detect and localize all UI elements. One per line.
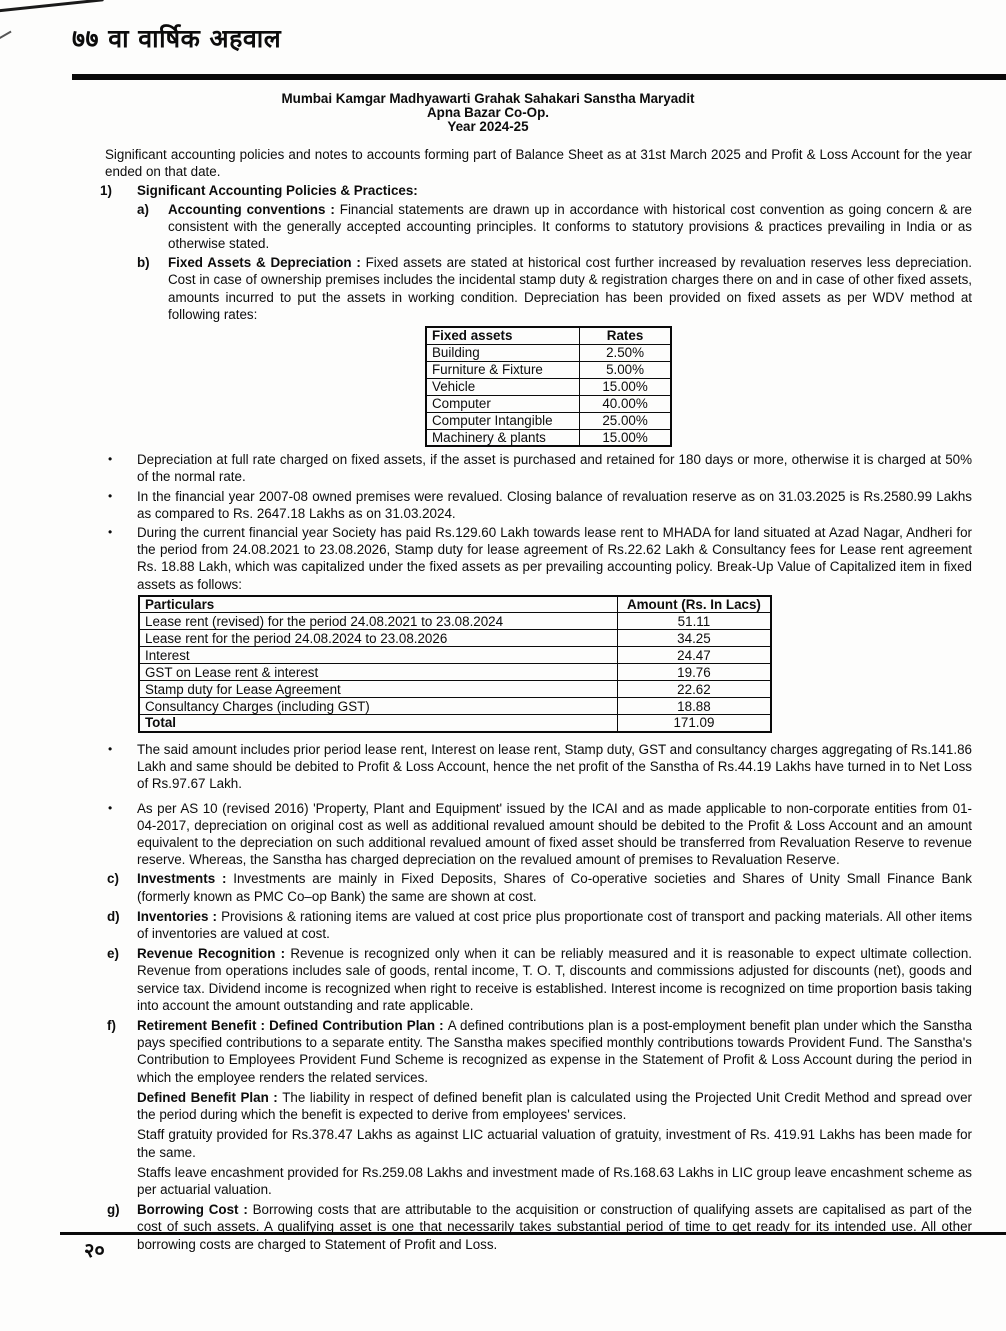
section-heading-text: Significant Accounting Policies & Practices: [137,183,418,199]
total-label: Total [139,715,617,732]
column-header: Rates [580,327,671,344]
amount: 18.88 [617,698,771,715]
amount: 19.76 [617,664,771,681]
bullet-marker: • [108,742,113,757]
depreciation-rates-table [425,326,672,447]
note-bullet [108,741,972,793]
item-label: b) [137,255,150,271]
table-row [426,378,671,395]
item-title: Retirement Benefit : Defined Contribution Plan : [137,1018,448,1034]
note-bullet [108,524,972,593]
note-bullet [108,488,972,522]
particular: Stamp duty for Lease Agreement [139,681,617,698]
table-header-row [426,327,671,344]
item-text: Borrowing costs that are attributable to the acquisition or construction of qualifying assets are capitalised as part of the cost of such assets. A qualifying asset is one that necessarily takes substantial period of time to get ready for its intended use. All other borrowing costs are charged to Statement of Profit and Loss. [137,1202,972,1252]
table-header-row [139,596,771,613]
table-row [139,698,771,715]
note-bullet [108,451,972,485]
item-title: Investments : [137,871,234,887]
particular: Lease rent (revised) for the period 24.08.2021 to 23.08.2024 [139,613,617,630]
table-row [426,412,671,429]
bullet-marker: • [108,800,113,815]
item-label: f) [107,1018,116,1034]
scan-artifact [0,31,12,40]
asset-rate: 40.00% [580,395,671,412]
note-text: The said amount includes prior period lease rent, Interest on lease rent, Stamp duty, GST and consultancy charges aggregating of Rs.141.86 Lakh and same should be debited to Profit & Loss Account, hence the net profit of the Sanstha of Rs.44.19 Lakhs have turned in to Net Loss of Rs.97.67 Lakh. [137,742,972,792]
notes-bullet-list-2 [100,741,972,868]
bullet-marker: • [108,452,113,467]
column-header: Fixed assets [426,327,580,344]
column-header: Particulars [139,596,617,613]
bullet-marker: • [108,525,113,540]
item-label: e) [107,946,119,962]
paragraph-text: The liability in respect of defined benefit plan is calculated using the Projected Unit Credit Method and spread over the period during which the benefit is expected to derive from employees' services. [137,1089,972,1123]
item-label: c) [107,871,119,887]
table-row [139,664,771,681]
item-label: g) [107,1202,120,1218]
particular: Interest [139,647,617,664]
asset-name: Furniture & Fixture [426,361,580,378]
policy-item-f [107,1017,972,1086]
item-text: Provisions & rationing items are valued at cost price plus proportionate cost of transport and packing materials. All other items of inventories are valued at cost. [137,908,973,942]
amount: 22.62 [617,681,771,698]
scan-artifact [0,0,104,13]
amount: 34.25 [617,630,771,647]
bullet-marker: • [108,488,113,503]
item-title: Accounting conventions : [168,201,340,217]
report-header-marathi: ७७ वा वार्षिक अहवाल [72,24,282,53]
policy-item-g [107,1201,972,1253]
item-title: Inventories : [137,908,222,924]
capitalized-breakup-table [138,595,772,733]
page-number: २० [84,1238,105,1262]
item-text: A defined contributions plan is a post-employment benefit plan under which the Sanstha pays specified contributions to a separate entity. The Sanstha makes specified monthly contributions towards Provident Fund. The Sanstha's Contribution to Employees Provident Fund Scheme is recognized as expense in the Statement of Profit & Loss Account during the period in which the employee renders the related services. [137,1018,972,1085]
item-title: Fixed Assets & Depreciation : [168,255,366,271]
document-title-block [0,92,976,134]
item-title: Revenue Recognition : [137,946,291,962]
note-text: As per AS 10 (revised 2016) 'Property, Plant and Equipment' issued by the ICAI and as made applicable to non-corporate entities from 01-04-2017, depreciation on original cost as well as additional revalued amount should be debited to the Profit & Loss Account and an amount equivalent to the depreciation on such additional revalued amount of fixed asset should be transferred from Revaluation Reserve to revenue reserve. Whereas, the Sanstha has charged depreciation on the revalued amount of premises to Revaluation Reserve. [137,800,972,868]
asset-name: Vehicle [426,378,580,395]
item-text: Investments are mainly in Fixed Deposits, Shares of Co-operative societies and Shares of Unity Small Finance Bank (formerly known as PMC Co–op Bank) the same are shown at cost. [137,871,972,904]
table-total-row [139,715,771,732]
table-row [139,630,771,647]
notes-bullet-list-1 [100,451,972,593]
table-row [426,429,671,446]
policy-item-e [107,945,972,1014]
table-row [139,647,771,664]
note-bullet [108,800,972,869]
table-row [426,395,671,412]
section-number: 1) [100,183,112,199]
table-row [139,613,771,630]
header-divider [72,74,1006,80]
note-text: Depreciation at full rate charged on fixed assets, if the asset is purchased and retained for 180 days or more, otherwise it is charged at 50% of the normal rate. [137,452,972,485]
item-label: a) [137,201,149,217]
asset-name: Computer [426,395,580,412]
particular: Consultancy Charges (including GST) [139,698,617,715]
amount: 51.11 [617,613,771,630]
item-text: Fixed assets are stated at historical cost further increased by revaluation reserves less depreciation. Cost in case of ownership premises includes the incidental stamp duty & registration charges there on and in case of other fixed assets, amounts incurred to put the assets in working condition. Depreciation has been provided on fixed assets as per WDV method at following rates: [168,255,972,322]
particular: GST on Lease rent & interest [139,664,617,681]
paragraph-title: Defined Benefit Plan : [137,1089,283,1105]
policy-item-b [137,254,972,323]
item-text: Revenue is recognized only when it can be reliably measured and it is reasonable to expect ultimate collection. Revenue from operations includes sale of goods, rental income, T. O. T, discounts and commissions adjusted for discounts (net), goods and service tax. Dividend income is recognized when right to receive is established. Interest income is recognized on time proportion basis taking into account the amount outstanding and rate applicable. [137,946,972,1013]
footer-divider [60,1232,1006,1235]
staff-gratuity-paragraph: Staff gratuity provided for Rs.378.47 Lakhs as against LIC actuarial valuation of gratuity, investment of Rs. 419.91 Lakhs has been made for the same. [137,1127,972,1160]
total-amount: 171.09 [617,715,771,732]
note-text: In the financial year 2007-08 owned premises were revalued. Closing balance of revaluation reserve as on 31.03.2025 is Rs.2580.99 Lakhs as compared to Rs. 2647.18 Lakhs as on 31.03.2024. [137,488,972,521]
policy-item-d [107,908,972,942]
asset-rate: 15.00% [580,429,671,446]
table-row [426,344,671,361]
asset-name: Building [426,344,580,361]
note-text: During the current financial year Society has paid Rs.129.60 Lakh towards lease rent to MHADA for land situated at Azad Nagar, Andheri for the period from 24.08.2021 to 23.08.2026, Stamp duty for lease agreement of Rs.22.62 Lakh & Consultancy fees for Lease rent agreement Rs. 18.88 Lakh, which was capitalized under the fixed assets as per prevailing accounting policy. Break-Up Value of Capitalized item in fixed assets as follows: [137,525,972,592]
org-subname: Apna Bazar Co-Op. [426,105,549,120]
item-text: Financial statements are drawn up in accordance with historical cost convention as going concern & are consistent with the generally accepted accounting principles. It conforms to statutory provisions & practices prevailing in India or as otherwise stated. [168,201,972,252]
item-label: d) [107,908,120,924]
asset-rate: 25.00% [580,412,671,429]
leave-encashment-paragraph: Staffs leave encashment provided for Rs.259.08 Lakhs and investment made of Rs.168.63 Lakhs in LIC group leave encashment scheme as per actuarial valuation. [137,1164,972,1197]
report-year: Year 2024-25 [447,119,529,134]
policy-item-c [107,870,972,904]
main-content [100,146,972,1256]
particular: Lease rent for the period 24.08.2024 to 23.08.2026 [139,630,617,647]
table-row [426,361,671,378]
item-title: Borrowing Cost : [137,1202,253,1218]
org-name: Mumbai Kamgar Madhyawarti Grahak Sahakari Sanstha Maryadit [281,91,695,106]
policy-item-a [137,201,972,253]
asset-rate: 5.00% [580,361,671,378]
asset-rate: 2.50% [580,344,671,361]
section-1-heading [100,182,972,199]
defined-benefit-paragraph [137,1089,972,1123]
asset-name: Machinery & plants [426,429,580,446]
intro-paragraph: Significant accounting policies and notes to accounts forming part of Balance Sheet as at 31st March 2025 and Profit & Loss Account for the year ended on that date. [105,147,972,180]
amount: 24.47 [617,647,771,664]
column-header: Amount (Rs. In Lacs) [617,596,771,613]
asset-name: Computer Intangible [426,412,580,429]
table-row [139,681,771,698]
asset-rate: 15.00% [580,378,671,395]
